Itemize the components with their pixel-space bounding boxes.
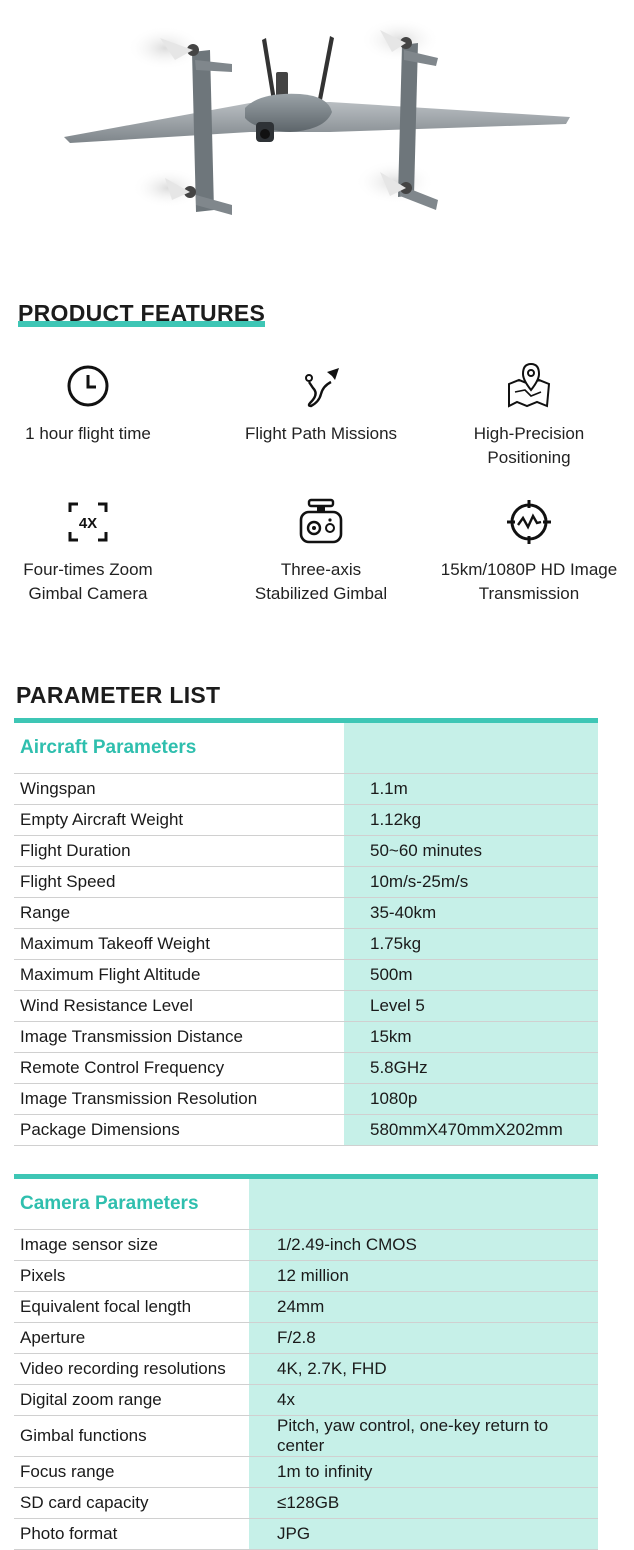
param-value: 500m xyxy=(344,960,598,991)
table-row xyxy=(14,991,598,1022)
param-value: Pitch, yaw control, one-key return to center xyxy=(249,1416,598,1457)
feature-label: Flight Path Missions xyxy=(244,424,398,443)
param-value: 1.12kg xyxy=(344,805,598,836)
table-row xyxy=(14,1457,598,1488)
param-name: Equivalent focal length xyxy=(14,1292,249,1323)
param-value: 5.8GHz xyxy=(344,1053,598,1084)
param-name: Remote Control Frequency xyxy=(14,1053,344,1084)
param-name: Wingspan xyxy=(14,774,344,805)
table-row xyxy=(14,929,598,960)
param-name: Maximum Takeoff Weight xyxy=(14,929,344,960)
parameter-list-title: PARAMETER LIST xyxy=(16,682,221,708)
product-features-title-text: PRODUCT FEATURES xyxy=(18,300,266,326)
param-value: 1.1m xyxy=(344,774,598,805)
gimbal-camera-icon xyxy=(297,498,345,546)
param-value: 1080p xyxy=(344,1084,598,1115)
header-value-cell xyxy=(249,1177,598,1230)
table-row xyxy=(14,1519,598,1550)
feature-zoom xyxy=(0,498,193,606)
param-name: Focus range xyxy=(14,1457,249,1488)
param-value: 4K, 2.7K, FHD xyxy=(249,1354,598,1385)
param-name: Image sensor size xyxy=(14,1230,249,1261)
table-row xyxy=(14,1385,598,1416)
param-value: 1.75kg xyxy=(344,929,598,960)
table-row xyxy=(14,774,598,805)
drone-product-image xyxy=(0,0,634,270)
zoom-4x-icon xyxy=(64,498,112,546)
table-header-row xyxy=(14,721,598,774)
feature-flight-time xyxy=(0,362,193,446)
feature-positioning xyxy=(424,362,634,470)
table-row xyxy=(14,1292,598,1323)
param-name: Range xyxy=(14,898,344,929)
param-name: Digital zoom range xyxy=(14,1385,249,1416)
param-value: ≤128GB xyxy=(249,1488,598,1519)
product-features-title xyxy=(18,300,265,327)
param-name: Wind Resistance Level xyxy=(14,991,344,1022)
map-pin-icon xyxy=(505,362,553,410)
table-row xyxy=(14,1115,598,1146)
table-row xyxy=(14,960,598,991)
param-name: Empty Aircraft Weight xyxy=(14,805,344,836)
camera-parameters-heading: Camera Parameters xyxy=(14,1177,249,1230)
param-name: Flight Speed xyxy=(14,867,344,898)
feature-label: High-Precision Positioning xyxy=(473,424,585,467)
header-value-cell xyxy=(344,721,598,774)
param-value: 580mmX470mmX202mm xyxy=(344,1115,598,1146)
table-row xyxy=(14,836,598,867)
param-value: 24mm xyxy=(249,1292,598,1323)
table-row xyxy=(14,1022,598,1053)
feature-label: Three-axis Stabilized Gimbal xyxy=(254,560,388,603)
feature-transmission xyxy=(424,498,634,606)
param-value: 15km xyxy=(344,1022,598,1053)
table-row xyxy=(14,1053,598,1084)
feature-label: 15km/1080P HD Image Transmission xyxy=(440,560,618,603)
zoom-4x-text: 4X xyxy=(78,515,98,532)
param-name: Maximum Flight Altitude xyxy=(14,960,344,991)
target-signal-icon xyxy=(505,498,553,546)
clock-icon xyxy=(64,362,112,410)
table-row xyxy=(14,867,598,898)
camera-parameters-table xyxy=(14,1174,598,1550)
table-row xyxy=(14,1354,598,1385)
param-value: 35-40km xyxy=(344,898,598,929)
table-row xyxy=(14,898,598,929)
param-name: Image Transmission Distance xyxy=(14,1022,344,1053)
feature-flight-path xyxy=(216,362,426,446)
param-value: Level 5 xyxy=(344,991,598,1022)
feature-label: 1 hour flight time xyxy=(25,424,151,443)
param-value: JPG xyxy=(249,1519,598,1550)
param-value: 4x xyxy=(249,1385,598,1416)
table-row xyxy=(14,805,598,836)
param-name: Video recording resolutions xyxy=(14,1354,249,1385)
param-value: 50~60 minutes xyxy=(344,836,598,867)
aircraft-parameters-heading: Aircraft Parameters xyxy=(14,721,344,774)
param-value: F/2.8 xyxy=(249,1323,598,1354)
param-value: 10m/s-25m/s xyxy=(344,867,598,898)
table-header-row xyxy=(14,1177,598,1230)
param-name: Package Dimensions xyxy=(14,1115,344,1146)
table-row xyxy=(14,1230,598,1261)
param-value: 1m to infinity xyxy=(249,1457,598,1488)
flight-path-icon xyxy=(297,362,345,410)
param-name: Flight Duration xyxy=(14,836,344,867)
table-row xyxy=(14,1416,598,1457)
param-value: 12 million xyxy=(249,1261,598,1292)
param-name: Photo format xyxy=(14,1519,249,1550)
param-name: Pixels xyxy=(14,1261,249,1292)
feature-gimbal xyxy=(216,498,426,606)
feature-label: Four-times Zoom Gimbal Camera xyxy=(23,560,153,603)
param-name: Gimbal functions xyxy=(14,1416,249,1457)
table-row xyxy=(14,1261,598,1292)
param-name: Aperture xyxy=(14,1323,249,1354)
aircraft-parameters-table xyxy=(14,718,598,1146)
table-row xyxy=(14,1084,598,1115)
param-value: 1/2.49-inch CMOS xyxy=(249,1230,598,1261)
param-name: SD card capacity xyxy=(14,1488,249,1519)
table-row xyxy=(14,1488,598,1519)
table-row xyxy=(14,1323,598,1354)
param-name: Image Transmission Resolution xyxy=(14,1084,344,1115)
